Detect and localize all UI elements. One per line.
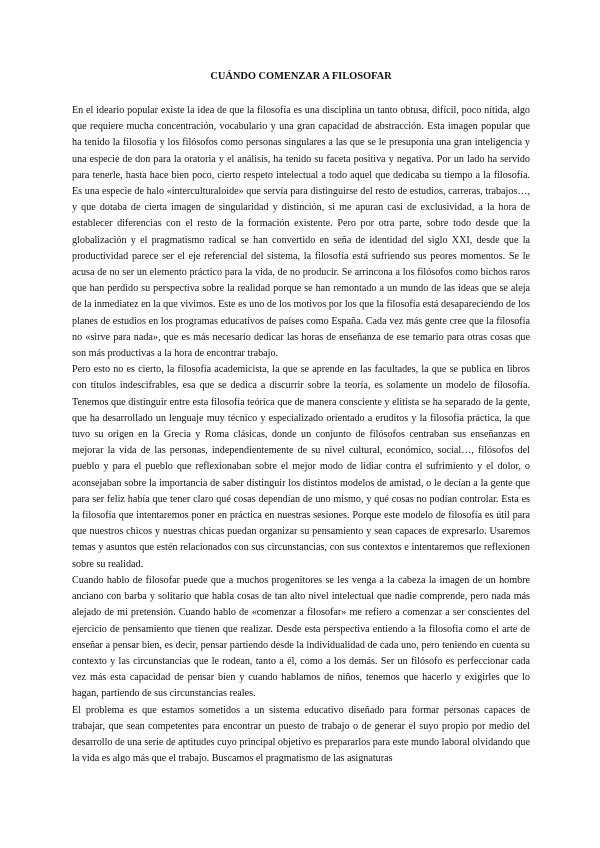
document-page <box>72 70 530 848</box>
paragraph-4: El problema es que estamos sometidos a un sistema educativo diseñado para formar personas capaces de trabajar, que sean competentes para encontrar un puesto de trabajo o de generar el suyo propio por medio del desarrollo de una serie de aptitudes cuyo principal objetivo es prepararlos para este mundo laboral olvidando que la vida es algo más que el trabajo. Buscamos el pragmatismo de las asignaturas <box>72 704 530 765</box>
paragraph-1: En el ideario popular existe la idea de que la filosofía es una disciplina un tanto obtusa, difícil, poco nítida, algo que requiere mucha concentración, vocabulario y una gran capacidad de abstracción. Esta imagen popular que ha tenido la filosofía y los filósofos como personas singulares a las que se le presuponía una gran inteligencia y una especie de don para la oratoria y el análisis, ha tenido su faceta positiva y negativa. Por un lado ha servido para tenerle, hasta hace bien poco, cierto respeto intelectual a todo aquel que dedicaba su tiempo a la filosofía. Es una especie de halo «interculturaloide» que servía para distinguirse del resto de estudios, carreras, trabajos…, y que dotaba de cierta imagen de singularidad y distinción, si me apuran casi de exclusividad, a la hora de establecer diferencias con el resto de la formación existente. Pero por otra parte, sobre todo desde que la globalización y el pragmatismo radical se han convertido en seña de identidad del siglo XXI, desde que la productividad parece ser el eje referencial del sistema, la filosofía está sufriendo sus peores momentos. Se le acusa de no ser un elemento práctico para la vida, de no producir. Se arrincona a los filósofos como bichos raros que han perdido su perspectiva sobre la realidad porque se han remontado a un mundo de las ideas que se aleja de la inmediatez en la que vivimos. Este es uno de los motivos por los que la filosofía está desapareciendo de los planes de estudios en los programas educativos de países como España. Cada vez más gente cree que la filosofía no «sirve para nada», que es más necesario dedicar las horas de enseñanza de ese temario para otras cosas que son más productivas a la hora de encontrar trabajo. <box>72 105 530 360</box>
paragraph-3: Cuando hablo de filosofar puede que a muchos progenitores se les venga a la cabeza la imagen de un hombre anciano con barba y solitario que habla cosas de tan alto nivel intelectual que nadie comprende, pero nada más alejado de mi pretensión. Cuando hablo de «comenzar a filosofar» me refiero a comenzar a ser conscientes del ejercicio de pensamiento que tienen que realizar. Desde esta perspectiva entiendo a la filosofía como el arte de enseñar a pensar bien, es decir, pensar partiendo desde la individualidad de cada uno, pero teniendo en cuenta su contexto y las circunstancias que le rodean, tanto a él, como a los demás. Ser un filósofo es perfeccionar cada vez más esta capacidad de pensar bien y cuando hablamos de niños, tenemos que hacerlo y exigirles que lo hagan, partiendo de sus circunstancias reales. <box>72 574 530 700</box>
document-title: CUÁNDO COMENZAR A FILOSOFAR <box>210 71 392 82</box>
paragraph-2: Pero esto no es cierto, la filosofía academicista, la que se aprende en las facultades, la que se publica en libros con títulos indescifrables, esa que se dedica a discurrir sobre la teoría, es solamente un modelo de filosofía. Tenemos que distinguir entre esta filosofía teórica que de manera consciente y elitista se ha separado de la gente, que ha desarrollado un lenguaje muy técnico y especializado orientado a eruditos y la filosofía práctica, la que tuvo su origen en la Grecia y Roma clásicas, donde un conjunto de filósofos centraban sus enseñanzas en mejorar la vida de las personas, independientemente de su nivel cultural, económico, social…, filósofos del pueblo y para el pueblo que reflexionaban sobre el mejor modo de lidiar contra el sufrimiento y el dolor, o aconsejaban sobre la importancia de saber distinguir los distintos modelos de amistad, o le decían a la gente que para ser feliz había que tener claro qué cosas dependían de uno mismo, y qué cosas no podían controlar. Esta es la filosofía que intentaremos poner en práctica en nuestras sesiones. Porque este modelo de filosofía es útil para que nuestros chicos y nuestras chicas puedan organizar su pensamiento y sean capaces de expresarlo. Usaremos temas y asuntos que estén relacionados con sus circunstancias, con sus contextos e intentaremos que reflexionen sobre su realidad. <box>72 364 530 570</box>
